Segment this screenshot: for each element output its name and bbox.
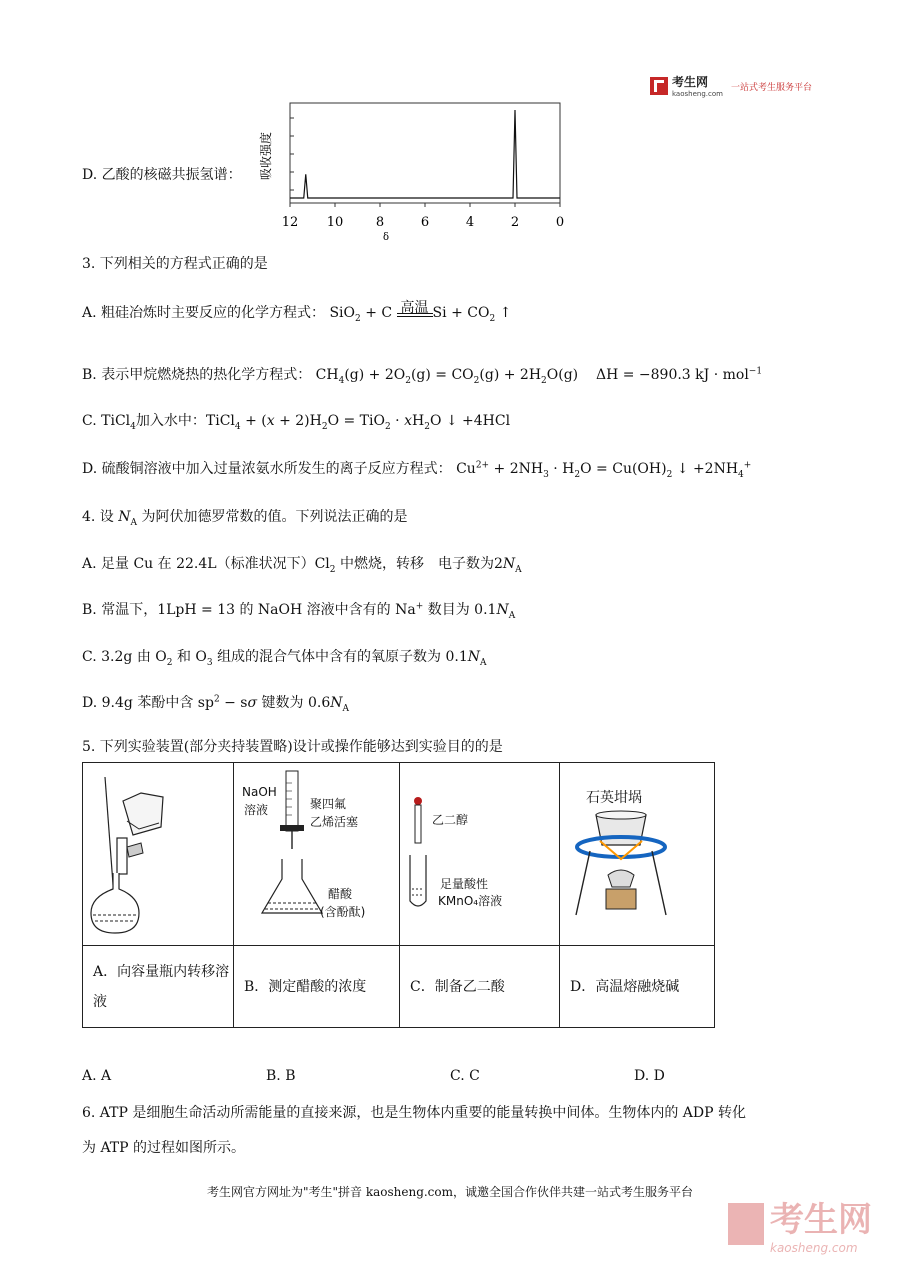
q4-d-mid1: 苯酚中含: [137, 695, 194, 711]
watermark-name: 考生网: [770, 1200, 872, 1240]
label-kmno4-line1: 足量酸性: [440, 877, 489, 891]
q4-option-c: C. 3.2g 由 $O_2$ 和 $O_3$ 组成的混合气体中含有的氧原子数为 $0.1N_A$: [82, 649, 487, 668]
q3-option-a: [82, 302, 511, 324]
q4-option-d: D. 9.4g 苯酚中含 $sp^2 - s\sigma$ 键数为 $0.6N_A$: [82, 694, 349, 714]
q4-stem-pre: 4. 设: [82, 509, 114, 525]
q4-b-mid3: 数目为: [427, 602, 470, 618]
q4-b-pre: B. 常温下，: [82, 602, 158, 618]
apparatus-c-cell: [400, 763, 560, 946]
q5-choice-d: D. D: [634, 1068, 665, 1084]
nmr-x-tick-label: 0: [555, 215, 565, 230]
q4-stem: 4. 设 $N_A$ 为阿伏加德罗常数的值。下列说法正确的是: [82, 509, 408, 528]
q3-a-equation: SiO$_2$ + C 高温 $Si + CO_2$ ↑: [329, 305, 511, 321]
caption-c: [400, 946, 560, 1028]
label-phenolphthalein: (含酚酞): [320, 905, 366, 919]
q5-choice-c: C. C: [450, 1068, 480, 1084]
nmr-xlabel: δ: [382, 232, 390, 243]
caption-b-text: B．测定醋酸的浓度: [244, 978, 367, 995]
q3-b-equation: $CH_4(g) + 2O_2(g) = CO_2(g) + 2H_2O(g)$ ΔH = −890.3 kJ · mol$^{-1}$: [315, 366, 763, 386]
label-naoh-solution: 溶液: [244, 803, 269, 817]
q5-choice-a: A. A: [82, 1068, 112, 1084]
watermark-url: kaosheng.com: [770, 1241, 858, 1255]
caption-c-text: C．制备乙二酸: [410, 978, 505, 995]
logo-name: 考生网: [672, 75, 709, 89]
apparatus-a-cell: [83, 763, 234, 946]
page-footer: 考生网官方网址为"考生"拼音 kaosheng.com，诚邀全国合作伙伴共建一站式考生服务平台: [206, 1185, 694, 1199]
watermark-logo-icon: [728, 1203, 764, 1245]
nmr-x-tick-label: 8: [375, 215, 385, 230]
q3-c-prefix: C.: [82, 413, 97, 429]
logo-url: kaosheng.com: [672, 90, 723, 98]
label-naoh: NaOH: [242, 785, 277, 799]
label-kmno4-line2: KMnO₄溶液: [438, 894, 503, 908]
q5-choice-b: B. B: [266, 1068, 296, 1084]
label-ptfe-2: 乙烯活塞: [310, 815, 359, 829]
apparatus-d-cell: [560, 763, 715, 946]
q4-c-mid2: 和: [176, 649, 191, 665]
q6-line-2: 为 ATP 的过程如图所示。: [82, 1140, 246, 1156]
q4-c-mid1: 由: [136, 649, 151, 665]
apparatus-b-cell: [234, 763, 400, 946]
nmr-frame: [290, 103, 560, 203]
q4-a-mid3: 中燃烧，转移 电子数为: [339, 556, 494, 572]
q3-d-prefix: D. 硫酸铜溶液中加入过量浓氨水所发生的离子反应方程式：: [82, 461, 452, 477]
nmr-x-tick-label: 6: [420, 215, 430, 230]
nmr-x-tick-label: 10: [326, 215, 344, 230]
q4-option-a: A. 足量 Cu 在 22.4L（标准状况下）$Cl_2$ 中燃烧，转移 电子数为$2N_A$: [82, 556, 522, 575]
nmr-x-tick-label: 4: [465, 215, 475, 230]
caption-d: [560, 946, 715, 1028]
q4-option-b: B. 常温下，1LpH = 13 的 NaOH 溶液中含有的 Na+ 数目为 $0.1N_A$: [82, 601, 516, 621]
q3-stem: 3. 下列相关的方程式正确的是: [82, 256, 268, 272]
q4-a-mid1: 在: [157, 556, 172, 572]
nmr-spectrum-chart: [258, 98, 568, 248]
nmr-y-ticks: [290, 118, 294, 190]
q4-b-mid1: 的: [239, 602, 254, 618]
q4-a-mid2: （标准状况下）: [216, 556, 315, 572]
label-quartz-crucible: 石英坩埚: [586, 790, 642, 806]
q6-line-1: 6. ATP 是细胞生命活动所需能量的直接来源，也是生物体内重要的能量转换中间体。生物体内的 ADP 转化: [82, 1105, 747, 1121]
q4-c-pre: C.: [82, 649, 97, 665]
nmr-x-tick-label: 2: [510, 215, 520, 230]
q4-c-mid3: 组成的混合气体中含有的氧原子数为: [217, 649, 442, 665]
header-logo: [650, 74, 812, 98]
nmr-x-ticks: [282, 203, 564, 230]
logo-text-block: [672, 74, 723, 98]
caption-d-text: D．高温熔融烧碱: [570, 978, 680, 995]
q4-b-mid2: 溶液中含有的: [306, 602, 391, 618]
logo-icon: [650, 77, 668, 95]
q3-option-d: D. 硫酸铜溶液中加入过量浓氨水所发生的离子反应方程式： $Cu^{2+} + 2NH_3 \cdot H_2O = Cu(OH)_2$ ↓ $+2NH_4^+$: [82, 460, 752, 480]
nmr-x-tick-label: 12: [281, 215, 299, 230]
q3-b-prefix: B. 表示甲烷燃烧热的热化学方程式：: [82, 367, 312, 383]
q5-stem: 5. 下列实验装置(部分夹持装置略)设计或操作能够达到实验目的的是: [82, 739, 503, 755]
watermark: [728, 1192, 872, 1255]
q3-option-c: C. TiCl$_4$加入水中：TiCl$_4$ + $(x + 2)H_2O = TiO_2 \cdot xH_2O$ ↓ +4HCl: [82, 413, 511, 432]
label-glycol: 乙二醇: [432, 813, 469, 827]
oxidation-diagram: [400, 763, 559, 941]
label-ptfe-1: 聚四氟: [310, 797, 347, 811]
label-acetic: 醋酸: [328, 887, 353, 901]
logo-slogan: 一站式考生服务平台: [730, 82, 812, 93]
q3-a-condition: 高温: [400, 300, 429, 316]
nmr-trace: [290, 110, 560, 198]
q4-stem-post: 为阿伏加德罗常数的值。下列说法正确的是: [141, 509, 408, 525]
q4-d-mid2: 键数为: [261, 695, 304, 711]
q4-d-pre: D.: [82, 695, 98, 711]
caption-a-text: A．向容量瓶内转移溶液: [93, 963, 230, 1010]
watermark-text-block: [770, 1192, 872, 1255]
q5-apparatus-table: [82, 762, 715, 1028]
caption-b: [234, 946, 400, 1028]
q2-option-d: D. 乙酸的核磁共振氢谱：: [82, 167, 242, 183]
caption-a: [83, 946, 234, 1028]
q3-option-b: [82, 364, 762, 386]
volumetric-flask-diagram: [83, 763, 233, 941]
q3-a-prefix: A. 粗硅冶炼时主要反应的化学方程式：: [82, 305, 326, 321]
nmr-ylabel: 吸收强度: [259, 131, 273, 181]
q3-c-mid: 加入水中：: [135, 413, 206, 429]
q3-b-dh: ΔH = −890.3 kJ · mol: [595, 367, 749, 383]
q4-a-pre: A. 足量: [82, 556, 130, 572]
